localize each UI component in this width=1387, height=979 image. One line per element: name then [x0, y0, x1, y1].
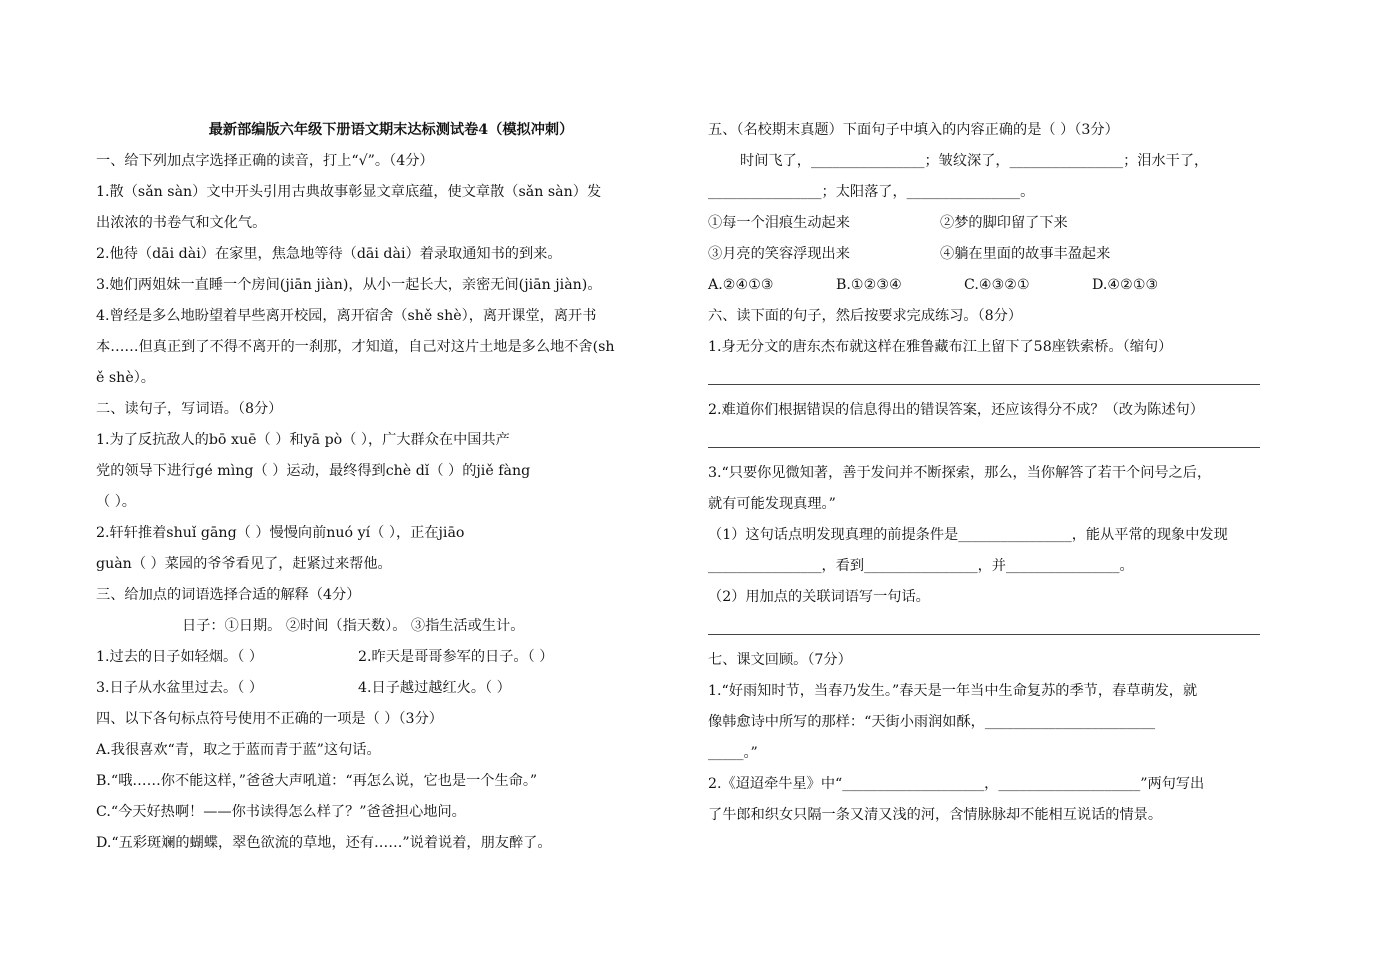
- option-4-b: B.“哦……你不能这样，”爸爸大声吼道：“再怎么说，它也是一个生命。”: [96, 773, 538, 789]
- question-2-1-line3: （ ）。: [96, 494, 136, 510]
- question-3-1: 1.过去的日子如轻烟。（ ）: [96, 649, 264, 665]
- question-7-2-line1: 2.《迢迢牵牛星》中“____________________，____________________”两句写出: [708, 776, 1205, 792]
- question-1-2: 2.他待（dāi dài）在家里，焦急地等待（dāi dài）着录取通知书的到来。: [96, 246, 562, 262]
- answer-line-6-2[interactable]: [708, 429, 1260, 448]
- question-3-3: 3.日子从水盆里过去。（ ）: [96, 680, 264, 696]
- question-7-1-line2: 像韩愈诗中所写的那样：“天街小雨润如酥，________________________: [708, 714, 1156, 730]
- section-5-heading: 五、（名校期末真题）下面句子中填入的内容正确的是（ ）（3分）: [708, 122, 1119, 138]
- question-2-2-line2: guàn（ ）菜园的爷爷看见了，赶紧过来帮他。: [96, 556, 392, 572]
- choice-5-3: ③月亮的笑容浮现出来: [708, 246, 850, 262]
- choice-5-1: ①每一个泪痕生动起来: [708, 215, 850, 231]
- section-5-choices-row2: [708, 242, 1298, 273]
- question-2-1-line2: 党的领导下进行gé mìng（ ）运动，最终得到chè dǐ（ ）的jiě fàng: [96, 463, 531, 479]
- section-1-heading: 一、给下列加点字选择正确的读音，打上“√”。（4分）: [96, 153, 434, 169]
- question-6-3-line1: 3.“只要你见微知著，善于发问并不断探索，那么，当你解答了若干个问号之后，: [708, 465, 1212, 481]
- question-6-3-part1-line2: ________________，看到________________，并________________。: [708, 558, 1134, 574]
- answer-5-c: C.④③②①: [964, 277, 1030, 293]
- section-2-heading: 二、读句子，写词语。（8分）: [96, 401, 283, 417]
- question-3-4: 4.日子越过越红火。（ ）: [358, 680, 511, 696]
- section-5-sentence-line1: 时间飞了，________________；皱纹深了，________________；泪水干了，: [740, 153, 1209, 169]
- section-3-row-2: [96, 676, 686, 707]
- question-1-1-line2: 出浓浓的书卷气和文化气。: [96, 215, 267, 231]
- question-2-2-line1: 2.轩轩推着shuǐ gāng（ ）慢慢向前nuó yí（ ），正在jiāo: [96, 525, 465, 541]
- section-7-heading: 七、课文回顾。（7分）: [708, 652, 852, 668]
- answer-5-a: A.②④①③: [708, 277, 774, 293]
- question-7-1-line3: _____。”: [708, 745, 758, 761]
- answer-5-b: B.①②③④: [836, 277, 902, 293]
- question-6-3-part2: （2）用加点的关联词语写一句话。: [708, 589, 930, 605]
- left-column: [96, 118, 686, 862]
- question-1-4-line2: 本……但真正到了不得不离开的一刹那，才知道，自己对这片土地是多么地不舍(sh: [96, 339, 615, 355]
- option-4-c: C.“今天好热啊！——你书读得怎么样了？”爸爸担心地问。: [96, 804, 466, 820]
- question-1-3: 3.她们两姐妹一直睡一个房间(jiān jiàn)，从小一起长大，亲密无间(jiān jiàn)。: [96, 277, 602, 293]
- question-6-3-line2: 就有可能发现真理。”: [708, 496, 836, 512]
- right-column: [708, 118, 1298, 834]
- section-5-choices-row1: [708, 211, 1298, 242]
- question-1-4-line1: 4.曾经是多么地盼望着早些离开校园，离开宿舍（shě shè），离开课堂，离开书: [96, 308, 597, 324]
- section-3-definitions: 日子：①日期。 ②时间（指天数）。 ③指生活或生计。: [182, 618, 525, 634]
- question-6-3-part1-line1: （1）这句话点明发现真理的前提条件是________________，能从平常的现象中发现: [708, 527, 1228, 543]
- question-7-2-line2: 了牛郎和织女只隔一条又清又浅的河，含情脉脉却不能相互说话的情景。: [708, 807, 1163, 823]
- page-title: 最新部编版六年级下册语文期末达标测试卷4（模拟冲刺）: [208, 122, 574, 138]
- question-7-1-line1: 1.“好雨知时节，当春乃发生。”春天是一年当中生命复苏的季节，春草萌发，就: [708, 683, 1198, 699]
- answer-5-d: D.④②①③: [1092, 277, 1159, 293]
- option-4-d: D.“五彩斑斓的蝴蝶，翠色欲流的草地，还有……”说着说着，朋友醉了。: [96, 835, 552, 851]
- section-3-heading: 三、给加点的词语选择合适的解释（4分）: [96, 587, 361, 603]
- choice-5-2: ②梦的脚印留了下来: [940, 215, 1068, 231]
- choice-5-4: ④躺在里面的故事丰盈起来: [940, 246, 1111, 262]
- answer-line-6-3[interactable]: [708, 616, 1260, 635]
- question-3-2: 2.昨天是哥哥参军的日子。（ ）: [358, 649, 554, 665]
- question-6-1: 1.身无分文的唐东杰布就这样在雅鲁藏布江上留下了58座铁索桥。（缩句）: [708, 339, 1173, 355]
- section-6-heading: 六、读下面的句子，然后按要求完成练习。（8分）: [708, 308, 1023, 324]
- question-2-1-line1: 1.为了反抗敌人的bō xuē（ ）和yā pò（ ），广大群众在中国共产: [96, 432, 510, 448]
- question-1-4-line3: ě shè）。: [96, 370, 155, 386]
- section-5-answers: [708, 273, 1298, 304]
- section-5-sentence-line2: ________________；太阳落了，________________。: [708, 184, 1035, 200]
- question-6-2: 2.难道你们根据错误的信息得出的错误答案，还应该得分不成？（改为陈述句）: [708, 402, 1204, 418]
- section-3-row-1: [96, 645, 686, 676]
- answer-line-6-1[interactable]: [708, 366, 1260, 385]
- question-1-1-line1: 1.散（sǎn sàn）文中开头引用古典故事彰显文章底蕴，使文章散（sǎn sàn）发: [96, 184, 602, 200]
- option-4-a: A.我很喜欢“青，取之于蓝而青于蓝”这句话。: [96, 742, 381, 758]
- section-4-heading: 四、以下各句标点符号使用不正确的一项是（ ）（3分）: [96, 711, 443, 727]
